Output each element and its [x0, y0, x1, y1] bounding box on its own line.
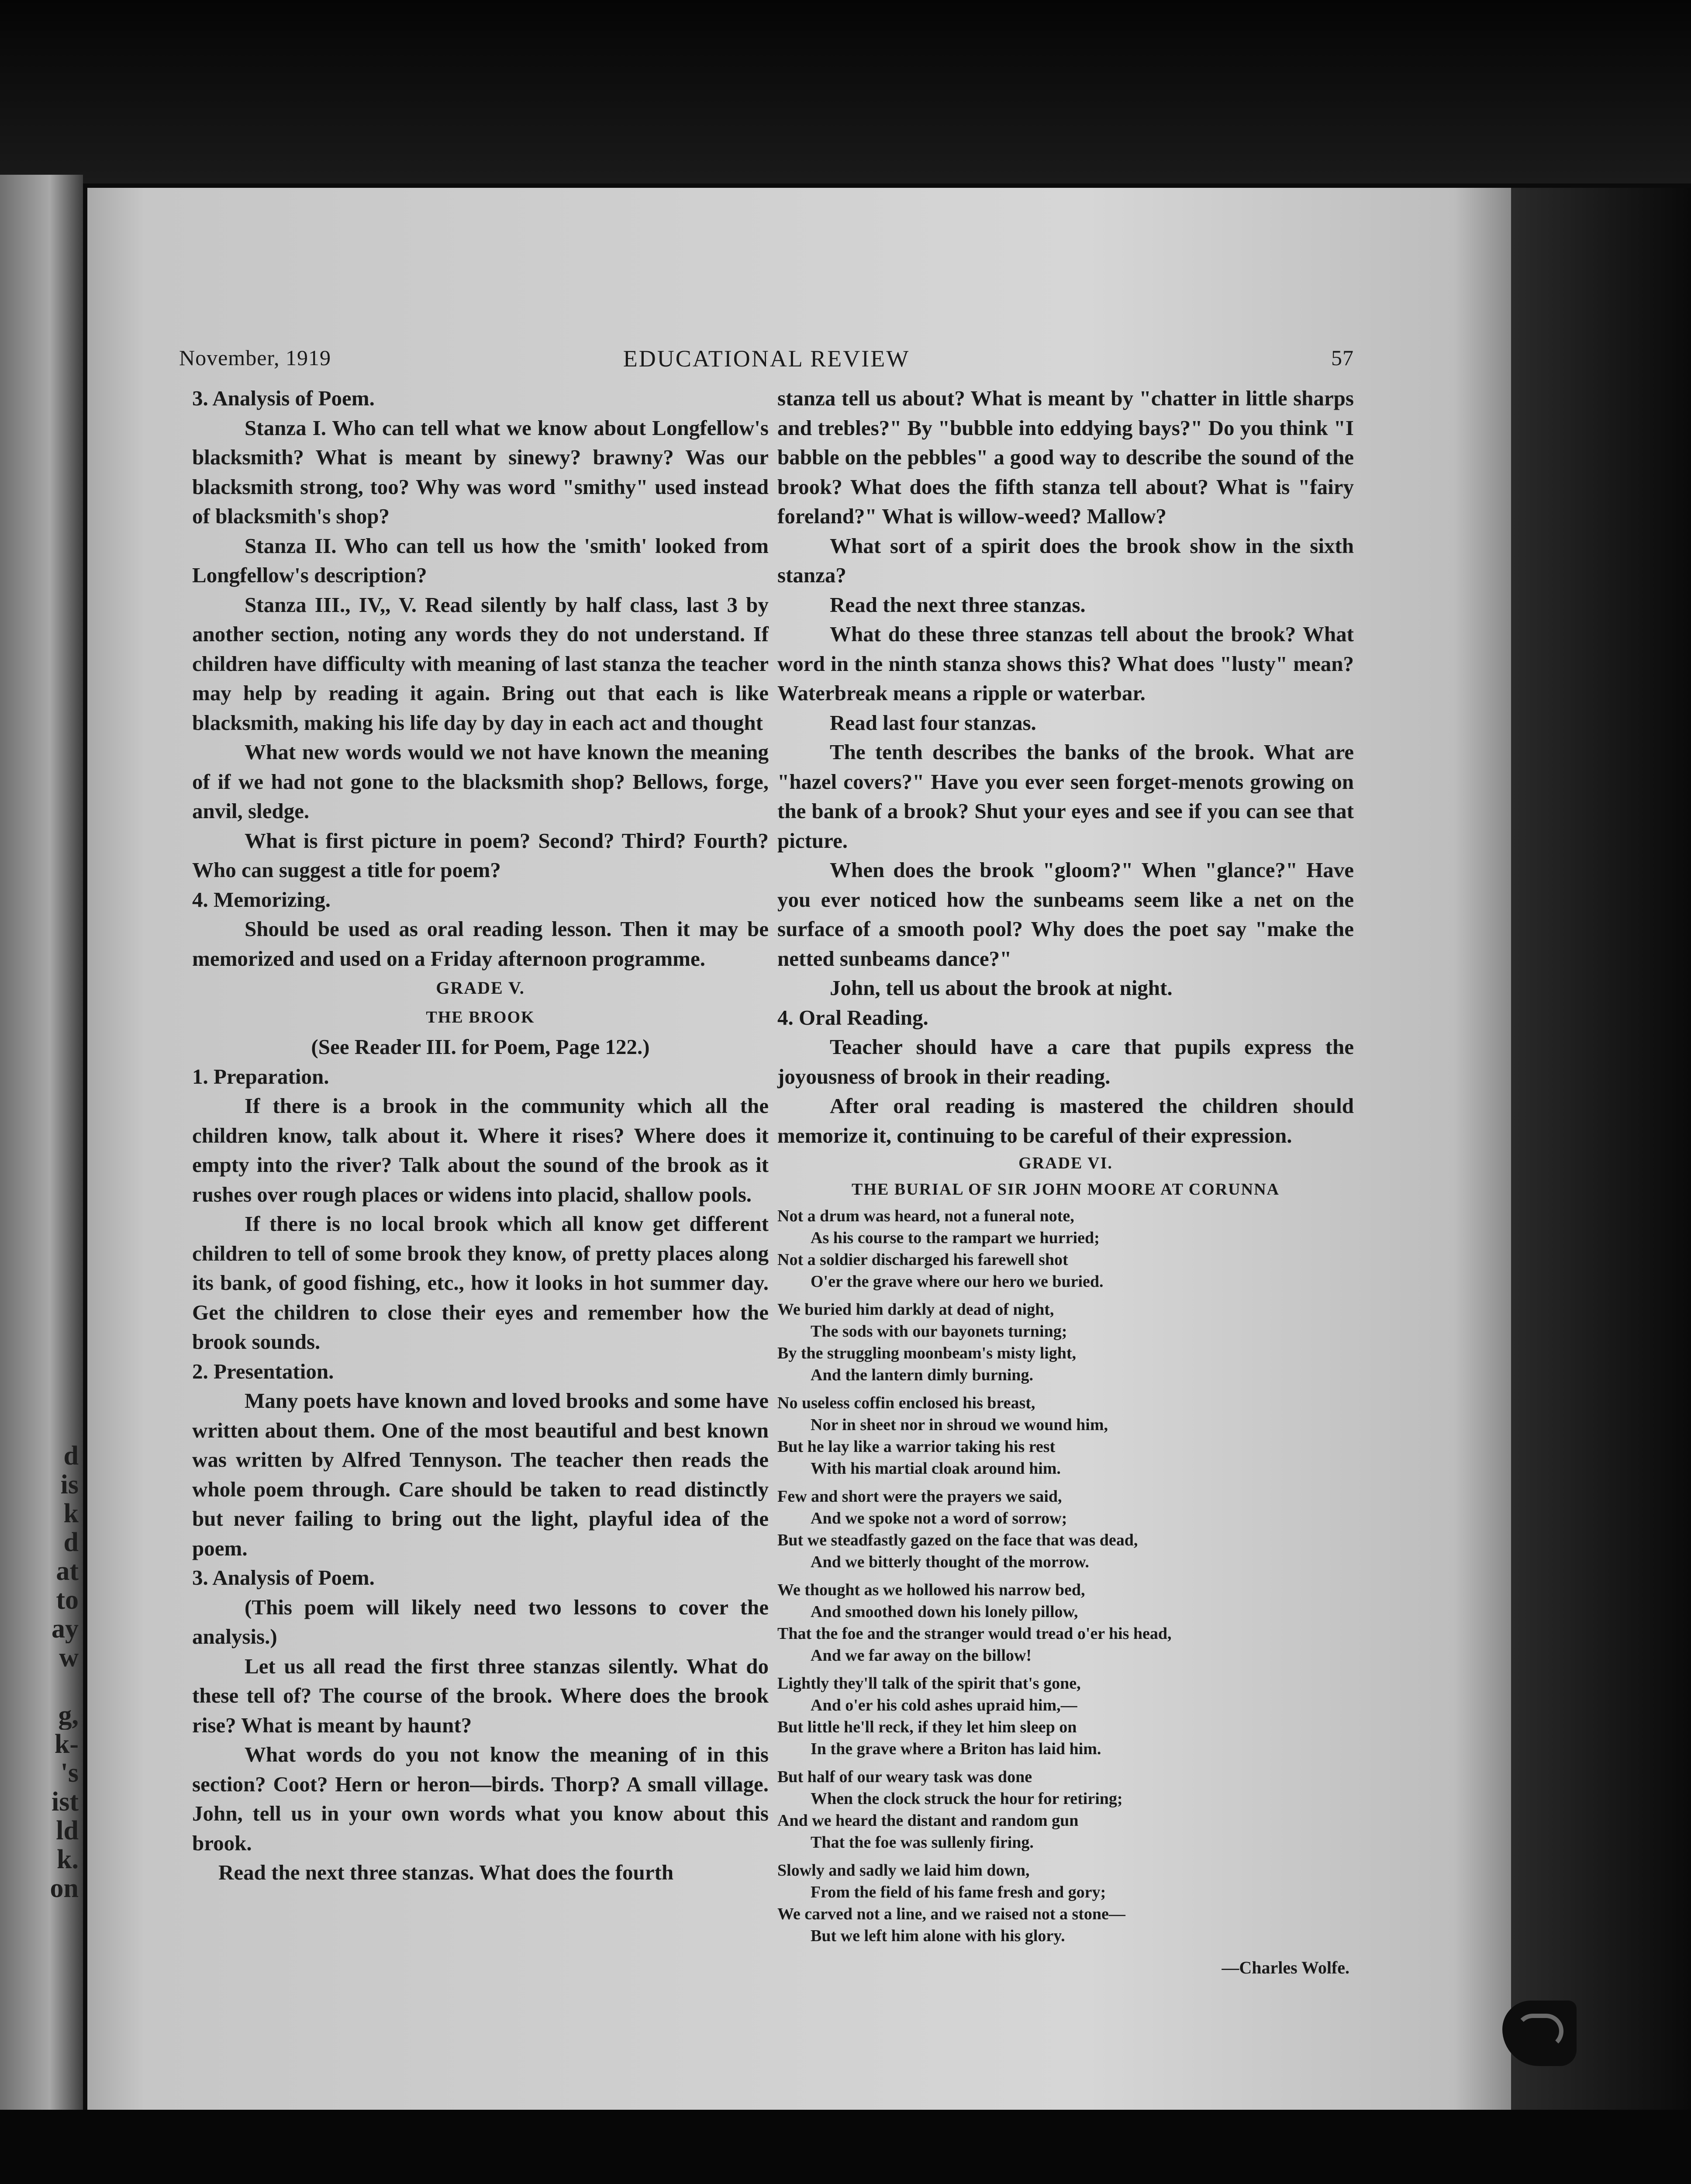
poem-stanza — [777, 1579, 1354, 1666]
right-paragraph: John, tell us about the brook at night. — [830, 976, 1173, 1000]
poem-line: But he lay like a warrior taking his rest — [777, 1438, 1056, 1456]
document-page — [87, 188, 1511, 2110]
poem-stanza — [777, 1486, 1354, 1573]
poem-line: That the foe was sullenly firing. — [811, 1833, 1034, 1852]
left-paragraph: Let us all read the first three stanzas silently. What do these tell of? The course of the brook. Where does the brook rise? What is meant by haunt? — [192, 1654, 769, 1737]
poem-line: We carved not a line, and we raised not a stone— — [777, 1905, 1125, 1923]
right-paragraph: 4. Oral Reading. — [777, 1005, 928, 1030]
left-paragraph: 3. Analysis of Poem. — [192, 1565, 375, 1590]
right-column — [777, 384, 1354, 1983]
poem-line: By the struggling moonbeam's misty light, — [777, 1344, 1077, 1362]
left-paragraph: Stanza II. Who can tell us how the 'smith' looked from Longfellow's description? — [192, 533, 769, 587]
left-paragraph: Should be used as oral reading lesson. Then it may be memorized and used on a Friday afternoon programme. — [192, 917, 769, 971]
poem-line: From the field of his fame fresh and gory; — [811, 1883, 1106, 1901]
poem-line: That the foe and the stranger would tread o'er his head, — [777, 1624, 1172, 1643]
poem-line: Few and short were the prayers we said, — [777, 1487, 1062, 1506]
poem-line: But we left him alone with his glory. — [811, 1927, 1065, 1945]
poem-stanza — [777, 1859, 1354, 1947]
left-paragraph: Stanza III., IV,, V. Read silently by half class, last 3 by another section, noting any words they do not understand. If children have difficulty with meaning of last stanza the teacher may help by reading it again. Bring out that each is like blacksmith, making his life day by day in each act and thought — [192, 592, 769, 735]
poem-body — [777, 1205, 1354, 1947]
poem-line: We buried him darkly at dead of night, — [777, 1300, 1054, 1319]
poem-line: With his martial cloak around him. — [811, 1459, 1061, 1478]
bottom-shadow — [0, 2110, 1691, 2184]
poem-stanza — [777, 1392, 1354, 1479]
adjacent-page-fragment: g, — [58, 1701, 79, 1730]
poem-line: No useless coffin enclosed his breast, — [777, 1394, 1035, 1412]
poem-line: In the grave where a Briton has laid him. — [811, 1740, 1101, 1758]
left-paragraph: What is first picture in poem? Second? Third? Fourth? Who can suggest a title for poem? — [192, 828, 769, 882]
left-paragraph: Stanza I. Who can tell what we know about Longfellow's blacksmith? What is meant by sinewy? brawny? Was our blacksmith strong, too? Why was word "smithy" used instead of blacksmith's shop? — [192, 415, 769, 528]
adjacent-page-fragment: d — [63, 1441, 79, 1470]
right-paragraph: Read the next three stanzas. — [830, 592, 1086, 617]
poem-title: THE BURIAL OF SIR JOHN MOORE AT CORUNNA — [852, 1180, 1280, 1199]
poem-line: But we steadfastly gazed on the face that was dead, — [777, 1531, 1138, 1549]
right-paragraph: When does the brook "gloom?" When "glance?" Have you ever noticed how the sunbeams seem like a net on the surface of a smooth pool? Why does the poet say "make the netted sunbeams dance?" — [777, 858, 1354, 971]
adjacent-page-fragment: ay — [52, 1614, 79, 1643]
poem-line: Nor in sheet nor in shroud we wound him, — [811, 1416, 1108, 1434]
left-paragraph: 1. Preparation. — [192, 1064, 329, 1089]
right-paragraph: What sort of a spirit does the brook show in the sixth stanza? — [777, 533, 1354, 587]
top-shadow — [0, 0, 1691, 183]
poem-line: And smoothed down his lonely pillow, — [811, 1603, 1078, 1621]
left-paragraph: (This poem will likely need two lessons to cover the analysis.) — [192, 1595, 769, 1648]
adjacent-page-fragment: ist — [52, 1787, 79, 1816]
poem-line: And the lantern dimly burning. — [811, 1366, 1033, 1384]
adjacent-page-fragment: to — [56, 1586, 79, 1614]
running-header — [179, 345, 1354, 380]
adjacent-page-fragment: on — [50, 1874, 79, 1903]
poem-line: O'er the grave where our hero we buried. — [811, 1272, 1104, 1291]
right-gutter — [1511, 188, 1691, 2110]
poem-line: As his course to the rampart we hurried; — [811, 1229, 1100, 1247]
poem-line: And we spoke not a word of sorrow; — [811, 1509, 1067, 1527]
left-paragraph: If there is no local brook which all know get different children to tell of some brook they know, of pretty places along its bank, of good fishing, etc., how it looks in hot summer day. Get the children to close their eyes and remember how the brook sounds. — [192, 1212, 769, 1354]
grade-vi-heading: GRADE VI. — [1018, 1154, 1113, 1172]
adjacent-page-fragment: k — [63, 1499, 79, 1528]
adjacent-page-fragment: d — [63, 1528, 79, 1557]
poem-line: But little he'll reck, if they let him sleep on — [777, 1718, 1077, 1736]
left-paragraph: 3. Analysis of Poem. — [192, 386, 375, 410]
left-paragraph: GRADE V. — [436, 978, 525, 998]
right-paragraph: Read last four stanzas. — [830, 710, 1036, 735]
right-paragraph: Teacher should have a care that pupils express the joyousness of brook in their reading. — [777, 1035, 1354, 1089]
poem-line: The sods with our bayonets turning; — [811, 1322, 1067, 1341]
header-journal-title: EDUCATIONAL REVIEW — [623, 346, 910, 372]
left-paragraph: What words do you not know the meaning of in this section? Coot? Hern or heron—birds. Thorp? A small village. John, tell us in your own words what you know about this brook. — [192, 1742, 769, 1855]
adjacent-page-fragment: k. — [57, 1845, 79, 1874]
left-column — [192, 384, 769, 1887]
poem-stanza — [777, 1766, 1354, 1853]
poem-line: But half of our weary task was done — [777, 1768, 1032, 1786]
left-paragraph: What new words would we not have known the meaning of if we had not gone to the blacksmith shop? Bellows, forge, anvil, sledge. — [192, 740, 769, 823]
left-paragraph: Read the next three stanzas. What does the fourth — [218, 1860, 674, 1884]
poem-line: And we heard the distant and random gun — [777, 1811, 1079, 1830]
adjacent-page-fragment: ld — [56, 1816, 79, 1845]
poem-attribution: —Charles Wolfe. — [1222, 1958, 1349, 1977]
header-date: November, 1919 — [179, 346, 331, 370]
poem-line: And we bitterly thought of the morrow. — [811, 1553, 1089, 1571]
poem-line: When the clock struck the hour for retiring; — [811, 1790, 1123, 1808]
right-column-paragraphs — [777, 384, 1354, 1150]
right-paragraph: After oral reading is mastered the children should memorize it, continuing to be careful of their expression. — [777, 1094, 1354, 1147]
left-paragraph: 4. Memorizing. — [192, 887, 331, 912]
left-paragraph: (See Reader III. for Poem, Page 122.) — [311, 1035, 650, 1059]
poem-stanza — [777, 1673, 1354, 1760]
adjacent-page-fragment: 's — [60, 1759, 79, 1787]
adjacent-page-fragment — [0, 1672, 79, 1701]
poem-line: Slowly and sadly we laid him down, — [777, 1861, 1030, 1880]
left-paragraph: THE BROOK — [426, 1008, 535, 1026]
adjacent-page-fragment: is — [60, 1470, 79, 1499]
adjacent-page-text-fragments — [0, 1441, 79, 1903]
right-paragraph: The tenth describes the banks of the brook. What are "hazel covers?" Have you ever seen forget-menots growing on the bank of a brook? Shut your eyes and see if you can see that picture. — [777, 740, 1354, 853]
poem-stanza — [777, 1205, 1354, 1292]
adjacent-page-fragment: w — [59, 1643, 79, 1672]
poem-stanza — [777, 1299, 1354, 1386]
left-paragraph: 2. Presentation. — [192, 1359, 334, 1383]
poem-line: Not a drum was heard, not a funeral note, — [777, 1207, 1074, 1225]
right-paragraph: stanza tell us about? What is meant by "chatter in little sharps and trebles?" By "bubble into eddying bays?" Do you think "I babble on the pebbles" a good way to describe the sound of the brook? What does the fifth stanza tell about? What is "fairy foreland?" What is willow-weed? Mallow? — [777, 386, 1354, 528]
poem-line: And we far away on the billow! — [811, 1646, 1032, 1665]
right-paragraph: What do these three stanzas tell about the brook? What word in the ninth stanza shows this? What does "lusty" mean? Waterbreak means a ripple or waterbar. — [777, 622, 1354, 705]
poem-line: And o'er his cold ashes upraid him,— — [811, 1696, 1077, 1714]
adjacent-page-fragment: k- — [54, 1730, 79, 1759]
poem-line: We thought as we hollowed his narrow bed, — [777, 1581, 1085, 1599]
adjacent-page-fragment: at — [56, 1557, 79, 1586]
left-paragraph: If there is a brook in the community which all the children know, talk about it. Where it rises? Where does it empty into the river? Talk about the sound of the brook as it rushes over rough places or widens into placid, shallow pools. — [192, 1094, 769, 1206]
poem-line: Not a soldier discharged his farewell shot — [777, 1251, 1068, 1269]
header-page-number: 57 — [1331, 346, 1354, 370]
left-paragraph: Many poets have known and loved brooks and some have written about them. One of the most beautiful and best known was written by Alfred Tennyson. The teacher then reads the whole poem through. Care should be taken to read distinctly but never failing to bring out the light, playful idea of the poem. — [192, 1389, 769, 1560]
poem-line: Lightly they'll talk of the spirit that's gone, — [777, 1674, 1081, 1693]
